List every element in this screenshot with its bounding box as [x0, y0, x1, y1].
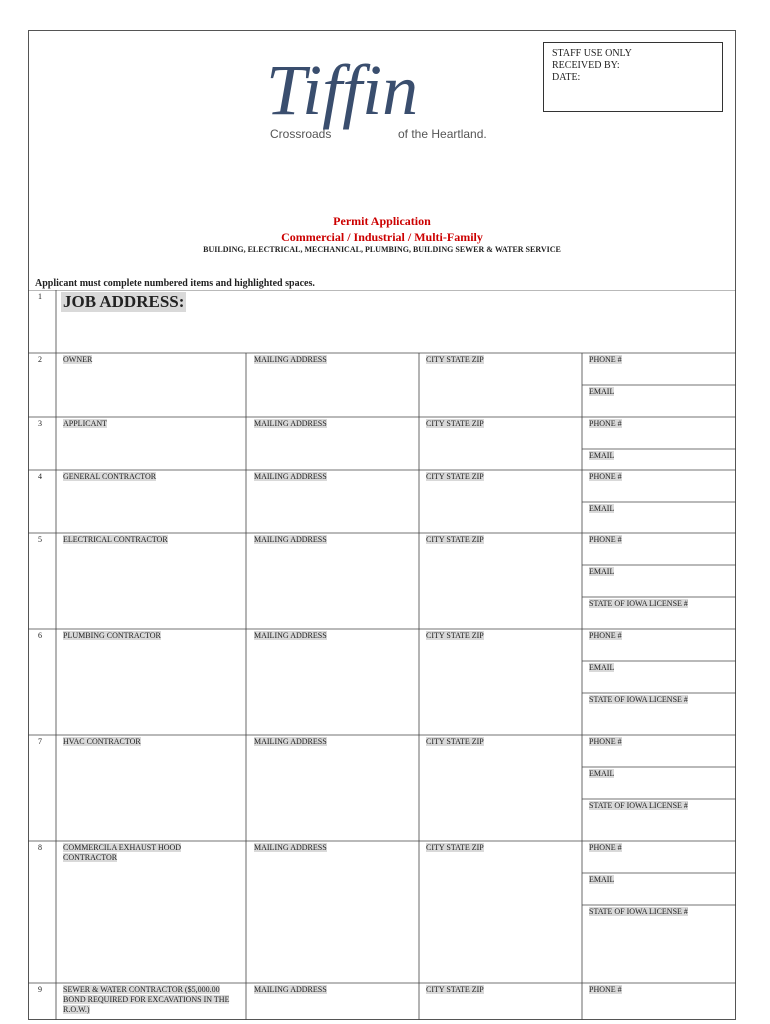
- contact-field-label: [589, 631, 734, 641]
- mailing-address-label-text: MAILING ADDRESS: [254, 472, 327, 481]
- staff-use-line: STAFF USE ONLY: [552, 48, 632, 59]
- date-line: DATE:: [552, 72, 581, 83]
- mailing-address-label-text: MAILING ADDRESS: [254, 535, 327, 544]
- party-name-label-text: APPLICANT: [63, 419, 108, 428]
- tiffin-logo: [266, 52, 516, 152]
- city-state-zip-label: [426, 843, 576, 853]
- party-name-label-text: SEWER & WATER CONTRACTOR ($5,000.00 BOND REQUIRED FOR EXCAVATIONS IN THE R.O.W.): [63, 985, 230, 1014]
- contact-field-label-text: STATE OF IOWA LICENSE #: [589, 695, 688, 704]
- party-name-label: [63, 843, 233, 863]
- contact-field-label-text: EMAIL: [589, 451, 615, 460]
- mailing-address-label-text: MAILING ADDRESS: [254, 419, 327, 428]
- mailing-address-label-text: MAILING ADDRESS: [254, 737, 327, 746]
- party-name-label: [63, 631, 233, 641]
- mailing-address-label-text: MAILING ADDRESS: [254, 985, 327, 994]
- contact-field-label: [589, 535, 734, 545]
- party-name-label: [63, 355, 233, 365]
- city-state-zip-label-text: CITY STATE ZIP: [426, 355, 484, 364]
- city-state-zip-label-text: CITY STATE ZIP: [426, 737, 484, 746]
- contact-field-label: [589, 985, 734, 995]
- contact-field-label-text: PHONE #: [589, 355, 622, 364]
- mailing-address-label-text: MAILING ADDRESS: [254, 355, 327, 364]
- contact-field-label: [589, 504, 734, 514]
- city-state-zip-label: [426, 985, 576, 995]
- city-state-zip-label-text: CITY STATE ZIP: [426, 472, 484, 481]
- mailing-address-label: [254, 843, 414, 853]
- party-name-label: [63, 472, 233, 482]
- mailing-address-label: [254, 631, 414, 641]
- contact-field-label: [589, 567, 734, 577]
- application-grid: [28, 290, 736, 1020]
- party-name-label-text: COMMERCILA EXHAUST HOOD CONTRACTOR: [63, 843, 182, 862]
- contact-field-label-text: PHONE #: [589, 419, 622, 428]
- mailing-address-label-text: MAILING ADDRESS: [254, 631, 327, 640]
- party-name-label: [63, 737, 233, 747]
- city-state-zip-label: [426, 419, 576, 429]
- contact-field-label-text: PHONE #: [589, 631, 622, 640]
- contact-field-label-text: STATE OF IOWA LICENSE #: [589, 599, 688, 608]
- contact-field-label-text: EMAIL: [589, 875, 615, 884]
- city-state-zip-label: [426, 472, 576, 482]
- mailing-address-label: [254, 985, 414, 995]
- city-state-zip-label: [426, 737, 576, 747]
- mailing-address-label: [254, 472, 414, 482]
- contact-field-label-text: EMAIL: [589, 769, 615, 778]
- contact-field-label: [589, 451, 734, 461]
- contact-field-label: [589, 769, 734, 779]
- city-state-zip-label: [426, 355, 576, 365]
- received-by-line: RECEIVED BY:: [552, 60, 620, 71]
- row-number: 3: [38, 419, 42, 428]
- contact-field-label: [589, 907, 734, 917]
- contact-field-label: [589, 843, 734, 853]
- row-number: 9: [38, 985, 42, 994]
- row-number: 7: [38, 737, 42, 746]
- form-title-category: Commercial / Industrial / Multi-Family: [281, 230, 483, 244]
- mailing-address-label: [254, 355, 414, 365]
- contact-field-label: [589, 387, 734, 397]
- contact-field-label-text: EMAIL: [589, 504, 615, 513]
- contact-field-label-text: PHONE #: [589, 472, 622, 481]
- mailing-address-label: [254, 737, 414, 747]
- contact-field-label-text: STATE OF IOWA LICENSE #: [589, 801, 688, 810]
- contact-field-label-text: STATE OF IOWA LICENSE #: [589, 907, 688, 916]
- contact-field-label-text: EMAIL: [589, 387, 615, 396]
- contact-field-label: [589, 737, 734, 747]
- city-state-zip-label-text: CITY STATE ZIP: [426, 419, 484, 428]
- contact-field-label-text: EMAIL: [589, 663, 615, 672]
- mailing-address-label-text: MAILING ADDRESS: [254, 843, 327, 852]
- party-name-label-text: PLUMBING CONTRACTOR: [63, 631, 161, 640]
- mailing-address-label: [254, 535, 414, 545]
- contact-field-label-text: PHONE #: [589, 737, 622, 746]
- instructions: Applicant must complete numbered items and highlighted spaces.: [35, 278, 315, 289]
- city-state-zip-label-text: CITY STATE ZIP: [426, 631, 484, 640]
- contact-field-label: [589, 419, 734, 429]
- logo-tagline-left: Crossroads: [270, 127, 332, 141]
- city-state-zip-label: [426, 535, 576, 545]
- party-name-label: [63, 985, 233, 1015]
- party-name-label: [63, 419, 233, 429]
- mailing-address-label: [254, 419, 414, 429]
- contact-field-label: [589, 663, 734, 673]
- city-state-zip-label: [426, 631, 576, 641]
- row-number: 4: [38, 472, 42, 481]
- row-number: 2: [38, 355, 42, 364]
- row-number: 6: [38, 631, 42, 640]
- row-number: 8: [38, 843, 42, 852]
- contact-field-label-text: PHONE #: [589, 535, 622, 544]
- contact-field-label: [589, 599, 734, 609]
- contact-field-label: [589, 875, 734, 885]
- city-state-zip-label-text: CITY STATE ZIP: [426, 843, 484, 852]
- contact-field-label-text: PHONE #: [589, 985, 622, 994]
- job-address-label: JOB ADDRESS:: [63, 292, 185, 311]
- staff-use-box: [543, 42, 723, 112]
- form-title: Permit Application: [333, 214, 431, 228]
- party-name-label-text: OWNER: [63, 355, 93, 364]
- city-state-zip-label-text: CITY STATE ZIP: [426, 985, 484, 994]
- contact-field-label-text: EMAIL: [589, 567, 615, 576]
- party-name-label-text: ELECTRICAL CONTRACTOR: [63, 535, 168, 544]
- party-name-label: [63, 535, 233, 545]
- logo-tagline-right: of the Heartland.: [398, 127, 487, 141]
- contact-field-label-text: PHONE #: [589, 843, 622, 852]
- logo-word: Tiffin: [266, 52, 419, 130]
- party-name-label-text: HVAC CONTRACTOR: [63, 737, 141, 746]
- contact-field-label: [589, 695, 734, 705]
- contact-field-label: [589, 472, 734, 482]
- row-number: 1: [38, 292, 42, 301]
- party-name-label-text: GENERAL CONTRACTOR: [63, 472, 157, 481]
- contact-field-label: [589, 801, 734, 811]
- contact-field-label: [589, 355, 734, 365]
- permit-types: BUILDING, ELECTRICAL, MECHANICAL, PLUMBING, BUILDING SEWER & WATER SERVICE: [203, 245, 561, 254]
- city-state-zip-label-text: CITY STATE ZIP: [426, 535, 484, 544]
- row-number: 5: [38, 535, 42, 544]
